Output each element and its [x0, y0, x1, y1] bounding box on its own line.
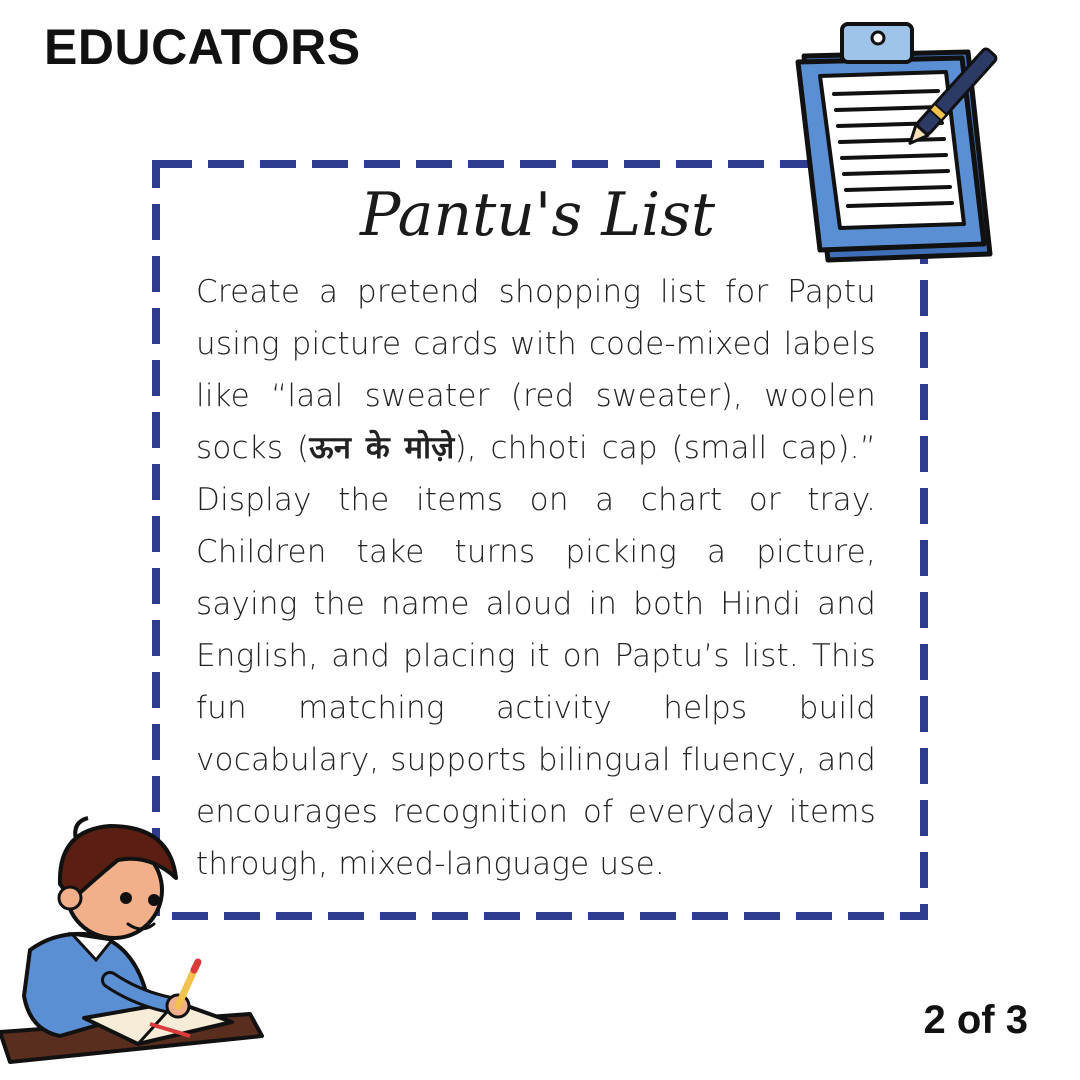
body-text-hindi: ऊन के मोज़े — [309, 430, 455, 466]
section-header: EDUCATORS — [44, 19, 361, 75]
body-text-part-1: Create a pretend shopping list for Paptu using picture cards with code-mixed labels like “laal sweater (red sweater), woolen socks ( — [196, 274, 876, 466]
clipboard-with-pen-icon — [790, 18, 1010, 266]
page-indicator: 2 of 3 — [923, 998, 1028, 1042]
card-title: Pantu's List — [360, 180, 716, 250]
boy-writing-illustration — [0, 800, 270, 1080]
body-text-part-2: ), chhoti cap (small cap).” Display the items on a chart or tray. Children take turns picking a picture, saying the name aloud in both Hindi and English, and placing it on Paptu’s list. This fun matching activity helps build vocabulary, supports bilingual fluency, and encourages recognition of everyday items through, mixed-language use. — [196, 430, 876, 882]
activity-description — [196, 266, 876, 890]
